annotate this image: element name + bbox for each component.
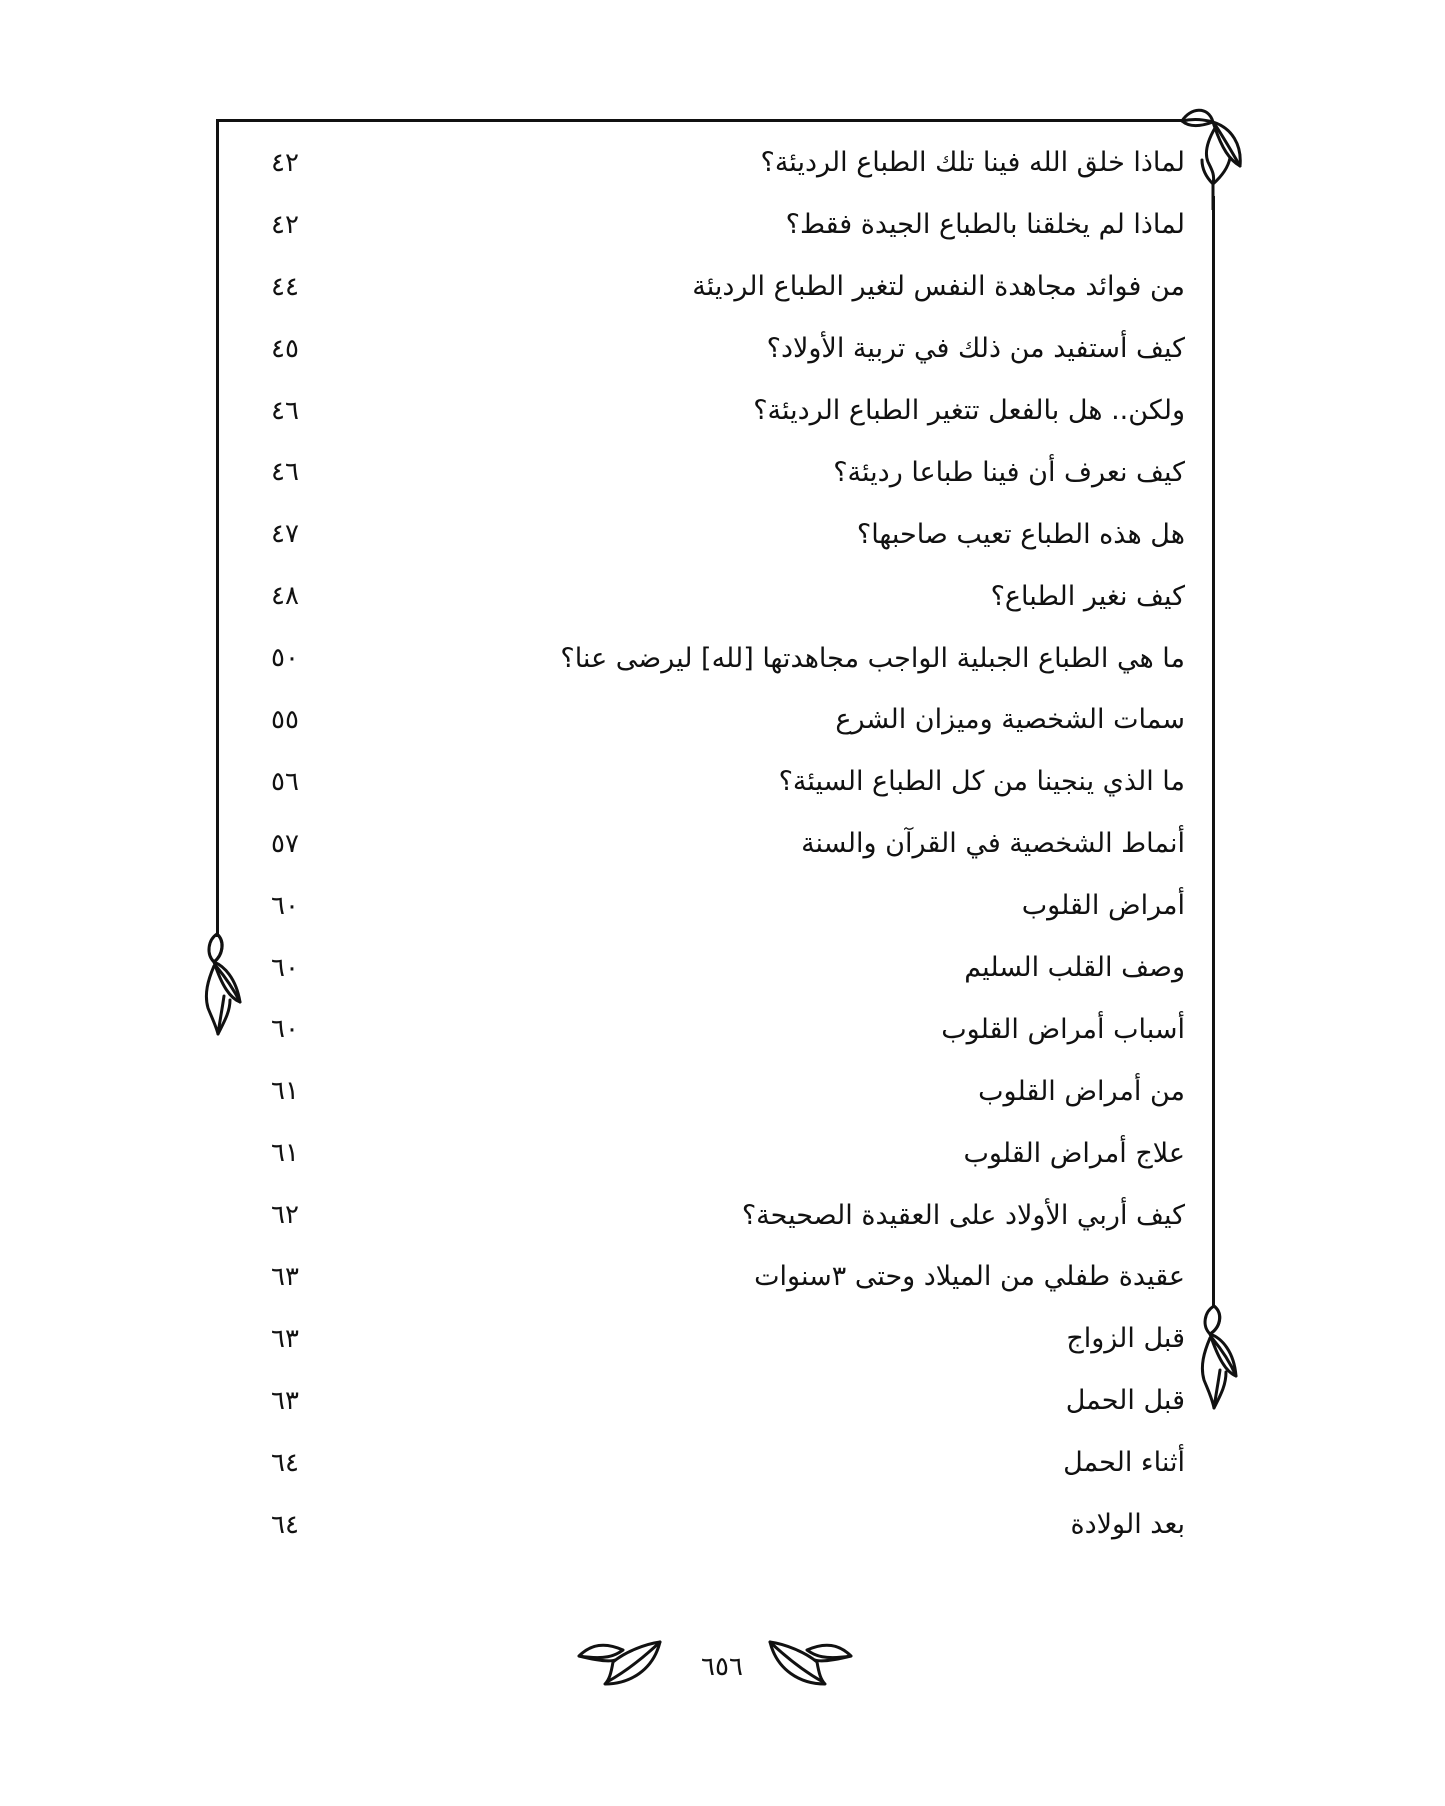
leaf-cluster-icon — [200, 930, 250, 1040]
toc-entry-title: ما هي الطباع الجبلية الواجب مجاهدتها [لله] ليرضى عنا؟ — [560, 642, 1185, 674]
toc-entry-page: ٦٢ — [271, 1200, 299, 1231]
toc-entry[interactable] — [250, 875, 1185, 937]
toc-entry-page: ٦٤ — [271, 1447, 299, 1478]
page-number: ٦٥٦ — [701, 1652, 743, 1682]
frame-right-border — [1212, 196, 1215, 1306]
toc-entry[interactable] — [250, 132, 1185, 194]
toc-entry-page: ٤٨ — [271, 581, 299, 612]
toc-entry-title: علاج أمراض القلوب — [963, 1137, 1185, 1169]
toc-entry[interactable] — [250, 1246, 1185, 1308]
toc-entry-title: ما الذي ينجينا من كل الطباع السيئة؟ — [778, 766, 1185, 798]
toc-entry-title: ولكن.. هل بالفعل تتغير الطباع الرديئة؟ — [753, 395, 1185, 426]
toc-entry-title: أسباب أمراض القلوب — [941, 1013, 1185, 1045]
toc-entry-page: ٥٥ — [271, 704, 299, 735]
toc-entry-title: كيف أستفيد من ذلك في تربية الأولاد؟ — [766, 333, 1185, 365]
toc-entry-page: ٤٦ — [271, 457, 299, 488]
toc-entry[interactable] — [250, 503, 1185, 565]
toc-entry[interactable] — [250, 1370, 1185, 1432]
toc-entry-page: ٦٣ — [271, 1261, 299, 1292]
toc-entry-title: أمراض القلوب — [1021, 890, 1185, 922]
toc-entry[interactable] — [250, 689, 1185, 751]
toc-entry[interactable] — [250, 627, 1185, 689]
toc-entry-title: قبل الحمل — [1065, 1385, 1185, 1417]
toc-entry[interactable] — [250, 256, 1185, 318]
toc-entry-page: ٤٧ — [271, 519, 299, 550]
leaf-cluster-icon — [1196, 1300, 1246, 1415]
toc-entry-title: كيف نغير الطباع؟ — [990, 580, 1185, 612]
toc-entry-page: ٤٢ — [271, 209, 299, 240]
toc-entry-page: ٦١ — [271, 1076, 299, 1107]
toc-entry[interactable] — [250, 1494, 1185, 1556]
toc-entry-page: ٦٠ — [271, 890, 299, 921]
toc-entry-title: أنماط الشخصية في القرآن والسنة — [801, 828, 1185, 860]
toc-entry[interactable] — [250, 318, 1185, 380]
toc-entry-title: قبل الزواج — [1066, 1323, 1185, 1355]
toc-entry-page: ٤٦ — [271, 395, 299, 426]
toc-entry-title: وصف القلب السليم — [964, 952, 1185, 984]
toc-entry-title: عقيدة طفلي من الميلاد وحتى ٣سنوات — [754, 1261, 1185, 1293]
toc-entry-page: ٦٤ — [271, 1509, 299, 1540]
toc-entry-page: ٤٥ — [271, 333, 299, 364]
toc-entry-title: سمات الشخصية وميزان الشرع — [835, 704, 1185, 736]
toc-entry-title: لماذا لم يخلقنا بالطباع الجيدة فقط؟ — [785, 209, 1185, 241]
toc-entry-title: كيف أربي الأولاد على العقيدة الصحيحة؟ — [741, 1199, 1185, 1231]
table-of-contents — [250, 132, 1185, 1555]
toc-entry-page: ٤٢ — [271, 147, 299, 178]
toc-entry[interactable] — [250, 751, 1185, 813]
toc-entry-title: من فوائد مجاهدة النفس لتغير الطباع الرديئة — [692, 271, 1185, 303]
toc-entry-page: ٦١ — [271, 1138, 299, 1169]
toc-entry[interactable] — [250, 441, 1185, 503]
toc-entry[interactable] — [250, 1432, 1185, 1494]
frame-left-border — [216, 119, 219, 937]
toc-entry-title: بعد الولادة — [1070, 1509, 1185, 1541]
frame-top-border — [216, 119, 1184, 122]
toc-entry[interactable] — [250, 194, 1185, 256]
toc-entry-page: ٦٠ — [271, 1014, 299, 1045]
page-footer — [0, 1640, 1445, 1700]
toc-entry[interactable] — [250, 1308, 1185, 1370]
toc-entry[interactable] — [250, 1060, 1185, 1122]
toc-entry[interactable] — [250, 380, 1185, 442]
toc-entry-page: ٥٧ — [271, 828, 299, 859]
toc-entry-page: ٦٣ — [271, 1323, 299, 1354]
leaf-pair-icon — [575, 1640, 665, 1690]
toc-entry-title: كيف نعرف أن فينا طباعا رديئة؟ — [833, 456, 1185, 488]
toc-entry-title: لماذا خلق الله فينا تلك الطباع الرديئة؟ — [760, 147, 1185, 179]
toc-entry-page: ٦٠ — [271, 952, 299, 983]
leaf-pair-icon — [765, 1640, 855, 1690]
toc-entry[interactable] — [250, 998, 1185, 1060]
toc-entry-title: أثناء الحمل — [1063, 1447, 1185, 1479]
toc-entry-title: هل هذه الطباع تعيب صاحبها؟ — [856, 518, 1185, 550]
toc-entry[interactable] — [250, 1122, 1185, 1184]
toc-entry-page: ٤٤ — [271, 271, 299, 302]
toc-entry[interactable] — [250, 565, 1185, 627]
toc-entry[interactable] — [250, 1184, 1185, 1246]
toc-entry-page: ٦٣ — [271, 1385, 299, 1416]
toc-entry-title: من أمراض القلوب — [978, 1075, 1185, 1107]
toc-entry-page: ٥٠ — [271, 643, 299, 674]
toc-entry[interactable] — [250, 937, 1185, 999]
toc-entry-page: ٥٦ — [271, 766, 299, 797]
toc-entry[interactable] — [250, 813, 1185, 875]
